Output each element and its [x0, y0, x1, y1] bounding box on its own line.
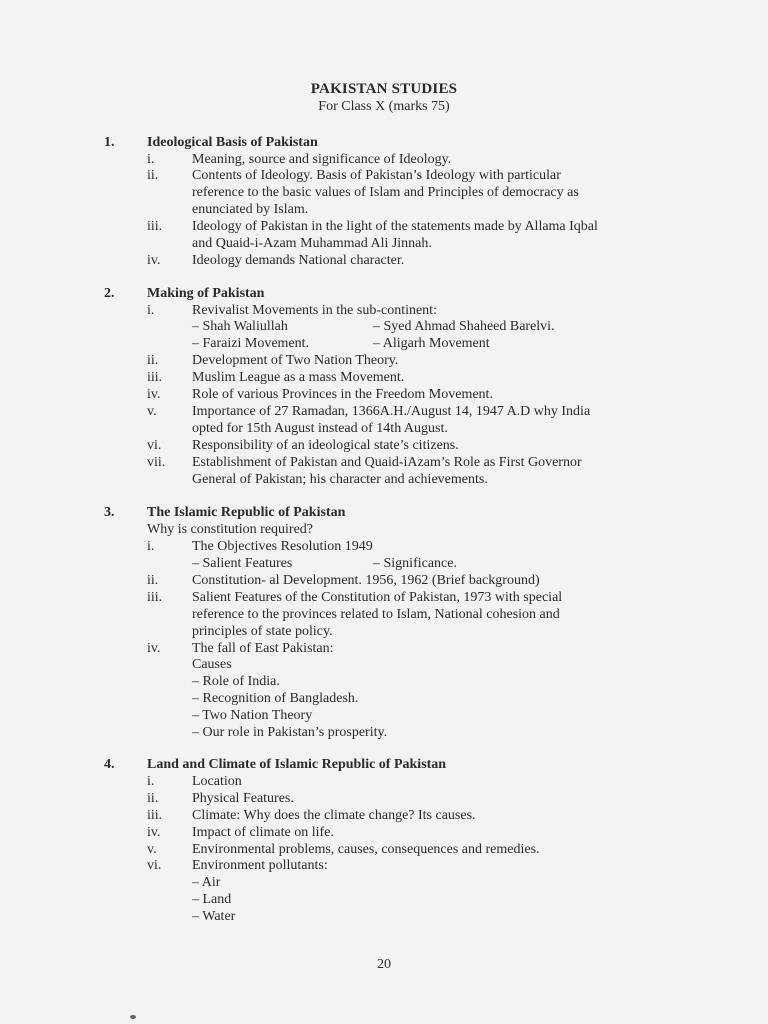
- item-numeral: vi.: [147, 858, 162, 873]
- item-text: Environmental problems, causes, consequences and remedies.: [192, 842, 540, 857]
- item-text: Salient Features of the Constitution of Pakistan, 1973 with special: [192, 590, 563, 605]
- item-text: Climate: Why does the climate change? Its causes.: [192, 808, 476, 823]
- item-text: reference to the basic values of Islam and Principles of democracy as: [192, 185, 579, 200]
- item-numeral: iv.: [147, 253, 161, 268]
- page-number: 20: [377, 957, 391, 972]
- item-numeral: iv.: [147, 641, 161, 656]
- item-numeral: ii.: [147, 791, 159, 806]
- section-number: 4.: [104, 757, 115, 772]
- sub-item: – Shah Waliullah: [192, 319, 288, 334]
- item-text: Contents of Ideology. Basis of Pakistan’s Ideology with particular: [192, 168, 561, 183]
- item-text: Constitution- al Development. 1956, 1962 (Brief background): [192, 573, 540, 588]
- item-numeral: vi.: [147, 438, 162, 453]
- item-text: Ideology demands National character.: [192, 253, 405, 268]
- item-numeral: v.: [147, 404, 157, 419]
- scan-speck: [130, 1015, 136, 1019]
- bullet-item: – Two Nation Theory: [192, 708, 313, 723]
- sub-item: – Aligarh Movement: [373, 336, 490, 351]
- item-numeral: iv.: [147, 387, 161, 402]
- item-numeral: ii.: [147, 353, 159, 368]
- item-text: Ideology of Pakistan in the light of the statements made by Allama Iqbal: [192, 219, 598, 234]
- section-intro: Why is constitution required?: [147, 522, 314, 537]
- item-numeral: i.: [147, 303, 155, 318]
- item-text: Impact of climate on life.: [192, 825, 334, 840]
- item-text: Importance of 27 Ramadan, 1366A.H./August 14, 1947 A.D why India: [192, 404, 591, 419]
- bullet-item: – Land: [192, 892, 232, 907]
- item-text: Role of various Provinces in the Freedom Movement.: [192, 387, 493, 402]
- item-text: Location: [192, 774, 242, 789]
- item-text: Muslim League as a mass Movement.: [192, 370, 405, 385]
- sub-item: – Syed Ahmad Shaheed Barelvi.: [373, 319, 555, 334]
- item-text: Revivalist Movements in the sub-continent:: [192, 303, 437, 318]
- item-numeral: iii.: [147, 590, 163, 605]
- item-text: Development of Two Nation Theory.: [192, 353, 399, 368]
- page-subtitle: For Class X (marks 75): [318, 99, 450, 114]
- item-numeral: v.: [147, 842, 157, 857]
- bullet-item: – Water: [192, 909, 236, 924]
- bullet-item: – Role of India.: [192, 674, 280, 689]
- item-text: General of Pakistan; his character and achievements.: [192, 472, 488, 487]
- section-heading: The Islamic Republic of Pakistan: [147, 505, 346, 520]
- sub-item: – Salient Features: [192, 556, 293, 571]
- item-numeral: iii.: [147, 808, 163, 823]
- sub-item: – Faraizi Movement.: [192, 336, 310, 351]
- item-numeral: i.: [147, 152, 155, 167]
- section-number: 1.: [104, 135, 115, 150]
- item-numeral: i.: [147, 539, 155, 554]
- section-heading: Land and Climate of Islamic Republic of Pakistan: [147, 757, 447, 772]
- bullet-item: – Recognition of Bangladesh.: [192, 691, 359, 706]
- item-numeral: i.: [147, 774, 155, 789]
- section-heading: Making of Pakistan: [147, 286, 265, 301]
- item-text: principles of state policy.: [192, 624, 333, 639]
- item-numeral: iii.: [147, 370, 163, 385]
- item-text: The fall of East Pakistan:: [192, 641, 334, 656]
- item-text: Causes: [192, 657, 232, 672]
- item-text: Establishment of Pakistan and Quaid-iAzam’s Role as First Governor: [192, 455, 582, 470]
- item-text: reference to the provinces related to Islam, National cohesion and: [192, 607, 560, 622]
- bullet-item: – Air: [192, 875, 221, 890]
- bullet-item: – Our role in Pakistan’s prosperity.: [192, 725, 388, 740]
- item-numeral: iv.: [147, 825, 161, 840]
- section-heading: Ideological Basis of Pakistan: [147, 135, 318, 150]
- item-text: Responsibility of an ideological state’s citizens.: [192, 438, 459, 453]
- section-number: 3.: [104, 505, 115, 520]
- item-text: The Objectives Resolution 1949: [192, 539, 373, 554]
- item-text: enunciated by Islam.: [192, 202, 309, 217]
- item-numeral: iii.: [147, 219, 163, 234]
- item-text: Physical Features.: [192, 791, 294, 806]
- item-numeral: ii.: [147, 168, 159, 183]
- item-text: Environment pollutants:: [192, 858, 328, 873]
- item-numeral: ii.: [147, 573, 159, 588]
- item-text: and Quaid-i-Azam Muhammad Ali Jinnah.: [192, 236, 432, 251]
- item-numeral: vii.: [147, 455, 166, 470]
- item-text: opted for 15th August instead of 14th August.: [192, 421, 448, 436]
- item-text: Meaning, source and significance of Ideology.: [192, 152, 452, 167]
- page-title: PAKISTAN STUDIES: [310, 81, 458, 97]
- section-number: 2.: [104, 286, 115, 301]
- sub-item: – Significance.: [373, 556, 457, 571]
